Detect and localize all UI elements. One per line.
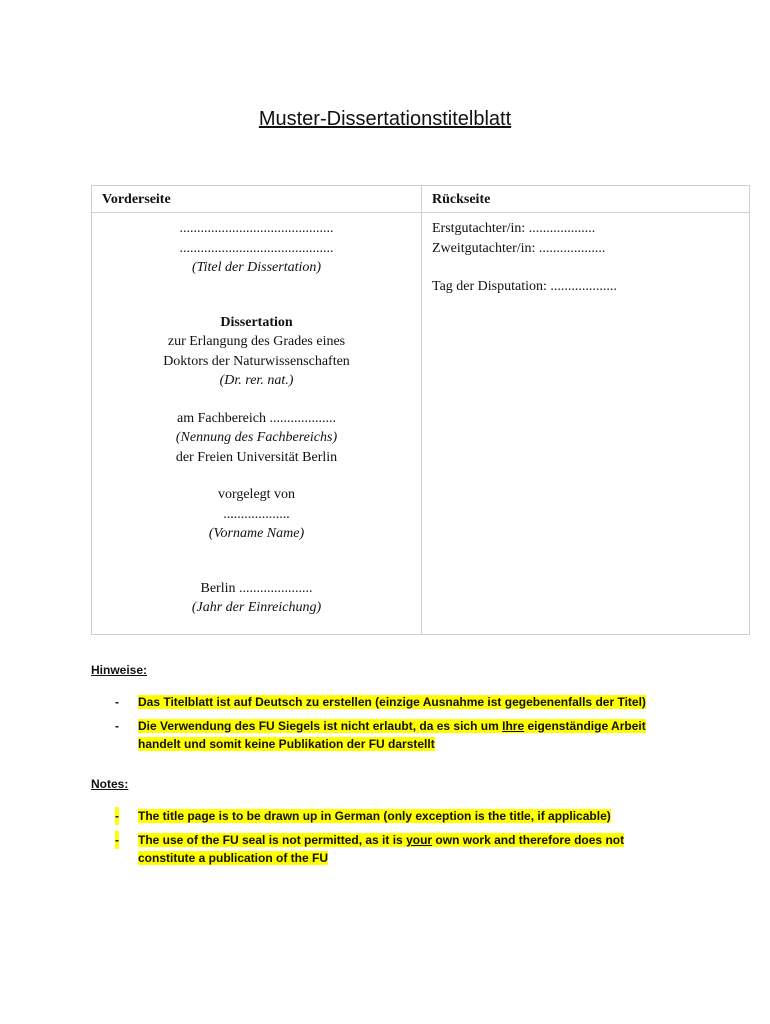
title-dots-2: ............................................ [179, 240, 334, 256]
faculty-line: am Fachbereich ................... [176, 410, 336, 426]
submitted-by: vorgelegt von [217, 487, 296, 502]
list-item: - The use of the FU seal is not permitted, as it is your own work and therefore does not constitute a publication of the FU [115, 833, 625, 865]
degree-line-1: zur Erlangung des Grades eines [167, 334, 346, 349]
disputation-date: Tag der Disputation: ................... [432, 279, 617, 294]
title-hint: (Titel der Dissertation) [191, 260, 322, 275]
title-dots-1: ............................................ [179, 221, 334, 236]
notes-section [91, 777, 761, 873]
dissertation-label: Dissertation [220, 314, 293, 330]
name-dots: ................... [223, 506, 290, 522]
list-item: - Die Verwendung des FU Siegels ist nicht erlaubt, da es sich um Ihre eigenständige Arbeit handelt und somit keine Publikation der FU darstellt [115, 719, 646, 751]
reviewer-1: Erstgutachter/in: ................... [432, 221, 596, 236]
front-header: Vorderseite [92, 186, 422, 213]
faculty-hint: (Nennung des Fachbereichs) [175, 430, 338, 445]
year-hint: (Jahr der Einreichung) [191, 600, 322, 615]
list-item: - The title page is to be drawn up in German (only exception is the title, if applicable) [115, 809, 611, 823]
notes-item-1: The title page is to be drawn up in German (only exception is the title, if applicable) [138, 809, 611, 823]
notes-heading: Notes: [91, 777, 129, 791]
name-hint: (Vorname Name) [208, 526, 305, 541]
hinweise-heading: Hinweise: [91, 663, 148, 677]
city-line: Berlin ..................... [200, 580, 313, 596]
hinweise-item-1: Das Titelblatt ist auf Deutsch zu erstellen (einzige Ausnahme ist gegebenenfalls der Titel) [138, 695, 646, 709]
degree-abbrev: (Dr. rer. nat.) [219, 373, 294, 388]
list-item: - Das Titelblatt ist auf Deutsch zu erstellen (einzige Ausnahme ist gegebenenfalls der Titel) [115, 695, 646, 709]
page-title: Muster-Dissertationstitelblatt [258, 108, 512, 130]
hinweise-section [91, 663, 761, 759]
reviewer-2: Zweitgutachter/in: ................... [432, 240, 606, 256]
university-line: der Freien Universität Berlin [175, 449, 338, 465]
front-cell [92, 213, 422, 635]
back-header: Rückseite [422, 186, 750, 213]
title-page-table [91, 185, 750, 635]
back-cell [422, 213, 750, 635]
degree-line-2: Doktors der Naturwissenschaften [163, 353, 350, 369]
